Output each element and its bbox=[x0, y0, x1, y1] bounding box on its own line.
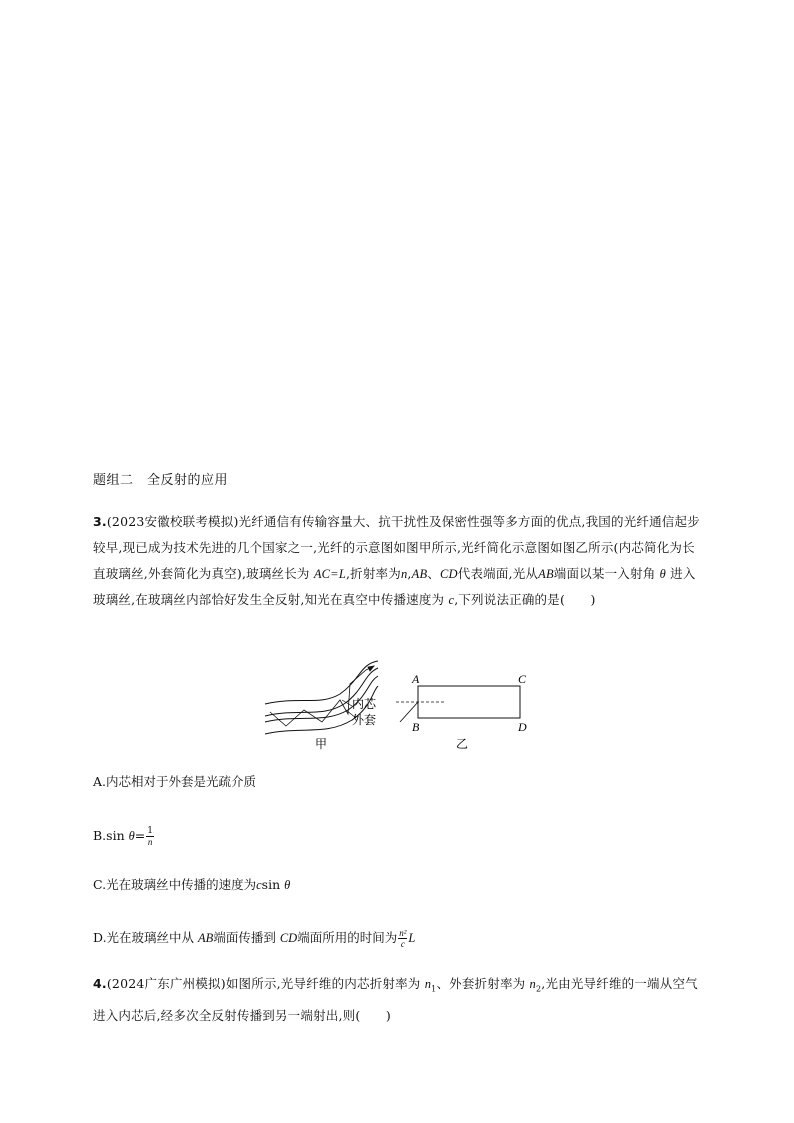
stem-text: (2024广东广州模拟)如图所示,光导纤维的内芯折射率为 bbox=[106, 976, 421, 991]
option-text: C.光在玻璃丝中传播的速度为 bbox=[93, 877, 257, 892]
option-c bbox=[93, 875, 290, 893]
math-var: c bbox=[256, 878, 262, 892]
math-var: AC=L bbox=[313, 567, 346, 581]
math-var: CD bbox=[439, 567, 458, 581]
label-inner-core: 内芯 bbox=[352, 697, 377, 711]
stem-text: , bbox=[407, 566, 412, 581]
stem-text: 、外套折射率为 bbox=[436, 976, 526, 991]
option-a: A.内芯相对于外套是光疏介质 bbox=[93, 774, 257, 789]
incident-ray bbox=[400, 702, 418, 722]
stem-text: (2023安徽校联考模拟)光纤通信有传输容量大、抗干扰性及保密性强等多方面的优点,我国的光纤通信起步较早,现已成为技术先进的几个国家之一,光纤的示意图如图甲所示,光纤简化示意图如图乙所示(内芯简化为长直玻璃丝,外套简化为真空),玻璃丝长为 bbox=[93, 514, 700, 581]
option-text: sin bbox=[261, 877, 281, 892]
question-number: 4. bbox=[93, 976, 107, 991]
stem-text: 代表端面,光从 bbox=[457, 566, 539, 581]
section-title: 题组二 全反射的应用 bbox=[93, 473, 229, 488]
question-3-stem bbox=[93, 509, 705, 613]
stem-text: 端面以某一入射角 bbox=[553, 566, 656, 581]
math-var: θ bbox=[284, 878, 291, 892]
option-text: B.sin bbox=[93, 828, 125, 843]
math-var: AB bbox=[198, 931, 214, 945]
option-text: 端面传播到 bbox=[213, 930, 276, 945]
label-outer-cladding: 外套 bbox=[352, 713, 377, 727]
subscript: 2 bbox=[535, 984, 542, 994]
fiber-figure bbox=[260, 656, 540, 756]
subscript: 1 bbox=[431, 984, 437, 994]
math-var: θ bbox=[128, 829, 135, 843]
stem-text: ,折射率为 bbox=[345, 566, 401, 581]
point-d: D bbox=[518, 720, 527, 734]
option-b bbox=[93, 826, 155, 847]
option-text: = bbox=[134, 828, 146, 843]
option-d bbox=[93, 928, 415, 949]
math-var: n bbox=[400, 567, 408, 581]
question-4-stem bbox=[93, 971, 705, 1029]
question-number: 3. bbox=[93, 514, 107, 529]
math-var: AB bbox=[411, 567, 428, 581]
fraction: $\frac{1}{n}$ bbox=[147, 826, 153, 847]
math-var: c bbox=[448, 593, 455, 607]
math-var: θ bbox=[659, 567, 666, 581]
stem-text: 进入玻璃丝,在玻璃丝内部恰好发生全反射,知光在真空中传播速度为 bbox=[93, 566, 696, 607]
option-text: 端面所用的时间为 bbox=[297, 930, 398, 945]
caption-jia: 甲 bbox=[315, 737, 328, 751]
stem-text: ,下列说法正确的是( ) bbox=[454, 592, 596, 607]
math-var: n bbox=[529, 977, 536, 991]
math-var: n bbox=[424, 977, 432, 991]
math-var: L bbox=[408, 931, 416, 945]
stem-text: 、 bbox=[427, 566, 440, 581]
fraction: $\frac{\text{n²}}{c}$ bbox=[399, 928, 407, 949]
math-var: CD bbox=[279, 931, 298, 945]
math-var: AB bbox=[538, 567, 554, 581]
option-text: D.光在玻璃丝中从 bbox=[93, 930, 195, 945]
point-b: B bbox=[412, 720, 420, 734]
point-a: A bbox=[412, 672, 420, 686]
stem-text: ,光由光导纤维的一端从空气进入内芯后,经多次全反射传播到另一端射出,则( ) bbox=[93, 976, 698, 1023]
caption-yi: 乙 bbox=[456, 737, 469, 751]
point-c: C bbox=[518, 672, 527, 686]
